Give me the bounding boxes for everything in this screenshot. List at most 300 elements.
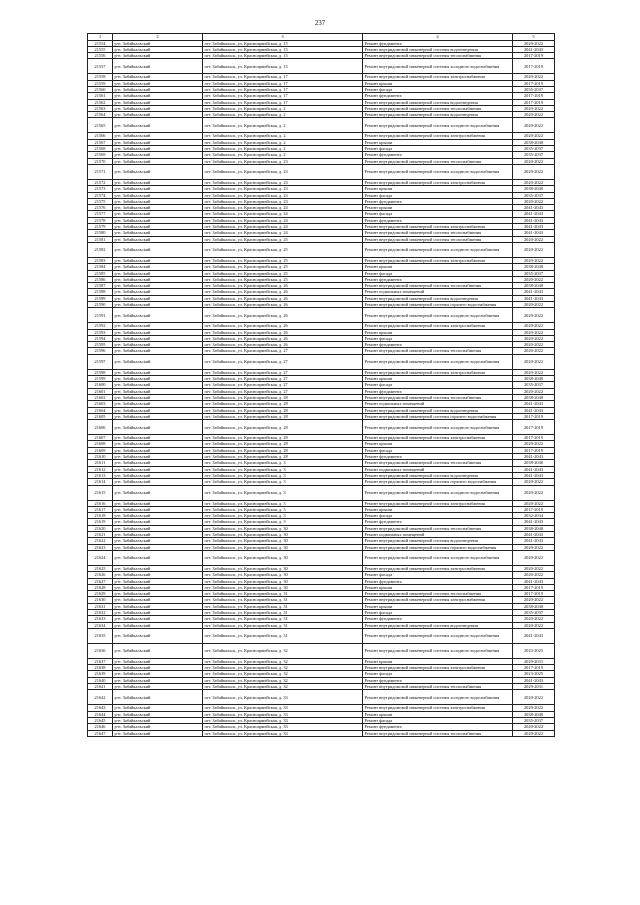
district-cell: р-н. Забайкальский [113, 264, 203, 270]
district-cell: р-н. Забайкальский [113, 179, 203, 185]
address-cell: пгт. Забайкальск, ул. Красноармейская, д. 3 [203, 506, 363, 512]
work-type-cell: Ремонт фундамента [363, 677, 513, 683]
address-cell: пгт. Забайкальск, ул. Красноармейская, д. 33 [203, 690, 363, 705]
address-cell: пгт. Забайкальск, ул. Красноармейская, д. 30 [203, 572, 363, 578]
row-number: 21556 [88, 53, 113, 59]
period-cell: 2017-2019 [513, 584, 555, 590]
period-cell: 2017-2019 [513, 665, 555, 671]
district-cell: р-н. Забайкальский [113, 217, 203, 223]
row-number: 21645 [88, 717, 113, 723]
district-cell: р-н. Забайкальский [113, 376, 203, 382]
district-cell: р-н. Забайкальский [113, 242, 203, 257]
work-type-cell: Ремонт внутридомовой инженерной системы теплоснабжения [363, 460, 513, 466]
address-cell: пгт. Забайкальск, ул. Красноармейская, д. 28 [203, 394, 363, 400]
address-cell: пгт. Забайкальск, ул. Красноармейская, д. 3 [203, 500, 363, 506]
row-number: 21635 [88, 628, 113, 643]
district-cell: р-н. Забайкальский [113, 329, 203, 335]
row-number: 21574 [88, 192, 113, 198]
address-cell: пгт. Забайкальск, ул. Красноармейская, д. 24 [203, 205, 363, 211]
row-number: 21646 [88, 724, 113, 730]
address-cell: пгт. Забайкальск, ул. Красноармейская, д. 25 [203, 276, 363, 282]
district-cell: р-н. Забайкальский [113, 454, 203, 460]
row-number: 21577 [88, 211, 113, 217]
period-cell: 2035-2037 [513, 146, 555, 152]
address-cell: пгт. Забайкальск, ул. Красноармейская, д. 15 [203, 46, 363, 52]
row-number: 21579 [88, 224, 113, 230]
work-type-cell: Ремонт внутридомовой инженерной системы холодного водоснабжения [363, 550, 513, 565]
row-number: 21557 [88, 59, 113, 74]
period-cell: 2020-2022 [513, 158, 555, 164]
row-number: 21638 [88, 665, 113, 671]
row-number: 21615 [88, 485, 113, 500]
work-type-cell: Ремонт внутридомовой инженерной системы горячего водоснабжения [363, 413, 513, 419]
work-type-cell: Ремонт внутридомовой инженерной системы горячего водоснабжения [363, 544, 513, 550]
district-cell: р-н. Забайкальский [113, 289, 203, 295]
work-type-cell: Ремонт фундамента [363, 578, 513, 584]
period-cell: 2020-2022 [513, 40, 555, 46]
work-type-cell: Ремонт внутридомовой инженерной системы электроснабжения [363, 179, 513, 185]
address-cell: пгт. Забайкальск, ул. Красноармейская, д. 32 [203, 684, 363, 690]
row-number: 21597 [88, 354, 113, 369]
row-number: 21644 [88, 711, 113, 717]
address-cell: пгт. Забайкальск, ул. Красноармейская, д. 27 [203, 376, 363, 382]
address-cell: пгт. Забайкальск, ул. Красноармейская, д. 23 [203, 164, 363, 179]
work-type-cell: Ремонт внутридомовой инженерной системы горячего водоснабжения [363, 302, 513, 308]
row-number: 21565 [88, 118, 113, 133]
work-type-cell: Ремонт внутридомовой инженерной системы теплоснабжения [363, 53, 513, 59]
work-type-cell: Ремонт внутридомовой инженерной системы теплоснабжения [363, 591, 513, 597]
column-header: 4 [363, 34, 513, 41]
district-cell: р-н. Забайкальский [113, 690, 203, 705]
work-type-cell: Ремонт внутридомовой инженерной системы электроснабжения [363, 74, 513, 80]
address-cell: пгт. Забайкальск, ул. Красноармейская, д. 26 [203, 289, 363, 295]
row-number: 21632 [88, 609, 113, 615]
table-row [88, 730, 555, 736]
period-cell: 2020-2022 [513, 705, 555, 711]
district-cell: р-н. Забайкальский [113, 152, 203, 158]
work-type-cell: Ремонт фундамента [363, 276, 513, 282]
address-cell: пгт. Забайкальск, ул. Красноармейская, д. 23 [203, 158, 363, 164]
period-cell: 2017-2019 [513, 591, 555, 597]
period-cell: 2035-2037 [513, 609, 555, 615]
period-cell: 2020-2022 [513, 622, 555, 628]
row-number: 21571 [88, 164, 113, 179]
row-number: 21619 [88, 519, 113, 525]
district-cell: р-н. Забайкальский [113, 270, 203, 276]
district-cell: р-н. Забайкальский [113, 335, 203, 341]
address-cell: пгт. Забайкальск, ул. Красноармейская, д. 27 [203, 348, 363, 354]
row-number: 21634 [88, 622, 113, 628]
period-cell: 2020-2022 [513, 550, 555, 565]
work-type-cell: Ремонт внутридомовой инженерной системы электроснабжения [363, 500, 513, 506]
work-type-cell: Ремонт внутридомовой инженерной системы теплоснабжения [363, 525, 513, 531]
address-cell: пгт. Забайкальск, ул. Красноармейская, д. 28 [203, 413, 363, 419]
work-type-cell: Ремонт подвальных помещений [363, 401, 513, 407]
period-cell: 2023-2025 [513, 671, 555, 677]
row-number: 21558 [88, 74, 113, 80]
period-cell: 2041-2043 [513, 295, 555, 301]
row-number: 21630 [88, 597, 113, 603]
column-header: 5 [513, 34, 555, 41]
row-number: 21602 [88, 394, 113, 400]
work-type-cell: Ремонт фасада [363, 609, 513, 615]
period-cell: 2017-2019 [513, 59, 555, 74]
work-type-cell: Ремонт внутридомовой инженерной системы водоотведения [363, 472, 513, 478]
district-cell: р-н. Забайкальский [113, 705, 203, 711]
period-cell: 2017-2019 [513, 435, 555, 441]
period-cell: 2020-2022 [513, 544, 555, 550]
work-type-cell: Ремонт фасада [363, 86, 513, 92]
work-type-cell: Ремонт внутридомовой инженерной системы теплоснабжения [363, 348, 513, 354]
row-number: 21620 [88, 525, 113, 531]
district-cell: р-н. Забайкальский [113, 572, 203, 578]
address-cell: пгт. Забайкальск, ул. Красноармейская, д. 26 [203, 295, 363, 301]
period-cell: 2038-2040 [513, 186, 555, 192]
row-number: 21587 [88, 283, 113, 289]
address-cell: пгт. Забайкальск, ул. Красноармейская, д. 24 [203, 230, 363, 236]
district-cell: р-н. Забайкальский [113, 211, 203, 217]
district-cell: р-н. Забайкальский [113, 441, 203, 447]
district-cell: р-н. Забайкальский [113, 369, 203, 375]
row-number: 21636 [88, 643, 113, 658]
district-cell: р-н. Забайкальский [113, 105, 203, 111]
row-number: 21626 [88, 572, 113, 578]
work-type-cell: Ремонт фундамента [363, 93, 513, 99]
period-cell: 2041-2043 [513, 578, 555, 584]
work-type-cell: Ремонт внутридомовой инженерной системы холодного водоснабжения [363, 164, 513, 179]
period-cell: 2041-2043 [513, 230, 555, 236]
work-type-cell: Ремонт внутридомовой инженерной системы холодного водоснабжения [363, 242, 513, 257]
row-number: 21585 [88, 270, 113, 276]
row-number: 21641 [88, 684, 113, 690]
district-cell: р-н. Забайкальский [113, 506, 203, 512]
table-row [88, 420, 555, 435]
period-cell: 2041-2043 [513, 519, 555, 525]
district-cell: р-н. Забайкальский [113, 133, 203, 139]
work-type-cell: Ремонт фасада [363, 572, 513, 578]
row-number: 21593 [88, 329, 113, 335]
row-number: 21637 [88, 658, 113, 664]
period-cell: 2020-2022 [513, 479, 555, 485]
district-cell: р-н. Забайкальский [113, 684, 203, 690]
period-cell: 2020-2022 [513, 198, 555, 204]
work-type-cell: Ремонт внутридомовой инженерной системы водоотведения [363, 538, 513, 544]
district-cell: р-н. Забайкальский [113, 74, 203, 80]
period-cell: 2020-2022 [513, 133, 555, 139]
address-cell: пгт. Забайкальск, ул. Красноармейская, д. 31 [203, 591, 363, 597]
work-type-cell: Ремонт внутридомовой инженерной системы водоотведения [363, 407, 513, 413]
period-cell: 2020-2022 [513, 112, 555, 118]
work-type-cell: Ремонт подвальных помещений [363, 532, 513, 538]
work-type-cell: Ремонт внутридомовой инженерной системы теплоснабжения [363, 684, 513, 690]
address-cell: пгт. Забайкальск, ул. Красноармейская, д. 15 [203, 53, 363, 59]
work-type-cell: Ремонт подвальных помещений [363, 466, 513, 472]
row-number: 21622 [88, 538, 113, 544]
work-type-cell: Ремонт крыши [363, 603, 513, 609]
district-cell: р-н. Забайкальский [113, 591, 203, 597]
table-row [88, 59, 555, 74]
period-cell: 2017-2019 [513, 93, 555, 99]
address-cell: пгт. Забайкальск, ул. Красноармейская, д. 24 [203, 211, 363, 217]
work-type-cell: Ремонт крыши [363, 264, 513, 270]
address-cell: пгт. Забайкальск, ул. Красноармейская, д. 26 [203, 308, 363, 323]
row-number: 21629 [88, 591, 113, 597]
work-type-cell: Ремонт внутридомовой инженерной системы холодного водоснабжения [363, 628, 513, 643]
period-cell: 2038-2040 [513, 283, 555, 289]
district-cell: р-н. Забайкальский [113, 466, 203, 472]
row-number: 21566 [88, 133, 113, 139]
work-type-cell: Ремонт фасада [363, 717, 513, 723]
district-cell: р-н. Забайкальский [113, 643, 203, 658]
address-cell: пгт. Забайкальск, ул. Красноармейская, д. 32 [203, 665, 363, 671]
period-cell: 2041-2043 [513, 472, 555, 478]
district-cell: р-н. Забайкальский [113, 544, 203, 550]
period-cell: 2017-2019 [513, 420, 555, 435]
row-number: 21599 [88, 376, 113, 382]
period-cell: 2017-2019 [513, 80, 555, 86]
period-cell: 2023-2025 [513, 643, 555, 658]
work-type-cell: Ремонт фасада [363, 382, 513, 388]
work-type-cell: Ремонт крыши [363, 80, 513, 86]
period-cell: 2020-2022 [513, 329, 555, 335]
period-cell: 2020-2022 [513, 342, 555, 348]
district-cell: р-н. Забайкальский [113, 323, 203, 329]
row-number: 21643 [88, 705, 113, 711]
row-number: 21589 [88, 295, 113, 301]
district-cell: р-н. Забайкальский [113, 276, 203, 282]
district-cell: р-н. Забайкальский [113, 616, 203, 622]
work-type-cell: Ремонт внутридомовой инженерной системы электроснабжения [363, 224, 513, 230]
address-cell: пгт. Забайкальск, ул. Красноармейская, д. 28 [203, 435, 363, 441]
column-header: 3 [203, 34, 363, 41]
district-cell: р-н. Забайкальский [113, 46, 203, 52]
row-number: 21584 [88, 264, 113, 270]
work-type-cell: Ремонт внутридомовой инженерной системы электроснабжения [363, 597, 513, 603]
period-cell: 2020-2022 [513, 485, 555, 500]
district-cell: р-н. Забайкальский [113, 198, 203, 204]
row-number: 21628 [88, 584, 113, 590]
district-cell: р-н. Забайкальский [113, 158, 203, 164]
work-type-cell: Ремонт внутридомовой инженерной системы теплоснабжения [363, 105, 513, 111]
period-cell: 2041-2043 [513, 677, 555, 683]
address-cell: пгт. Забайкальск, ул. Красноармейская, д. 30 [203, 584, 363, 590]
address-cell: пгт. Забайкальск, ул. Красноармейская, д. 3 [203, 513, 363, 519]
address-cell: пгт. Забайкальск, ул. Красноармейская, д. 30 [203, 544, 363, 550]
district-cell: р-н. Забайкальский [113, 295, 203, 301]
district-cell: р-н. Забайкальский [113, 413, 203, 419]
work-type-cell: Ремонт внутридомовой инженерной системы водоотведения [363, 46, 513, 52]
work-type-cell: Ремонт внутридомовой инженерной системы холодного водоснабжения [363, 59, 513, 74]
district-cell: р-н. Забайкальский [113, 525, 203, 531]
address-cell: пгт. Забайкальск, ул. Красноармейская, д. 27 [203, 354, 363, 369]
work-type-cell: Ремонт внутридомовой инженерной системы холодного водоснабжения [363, 420, 513, 435]
row-number: 21563 [88, 105, 113, 111]
address-cell: пгт. Забайкальск, ул. Красноармейская, д. 15 [203, 59, 363, 74]
district-cell: р-н. Забайкальский [113, 80, 203, 86]
row-number: 21639 [88, 671, 113, 677]
work-type-cell: Ремонт крыши [363, 441, 513, 447]
table-row [88, 643, 555, 658]
district-cell: р-н. Забайкальский [113, 224, 203, 230]
address-cell: пгт. Забайкальск, ул. Красноармейская, д. 25 [203, 270, 363, 276]
period-cell: 2017-2019 [513, 506, 555, 512]
period-cell: 2035-2037 [513, 152, 555, 158]
row-number: 21570 [88, 158, 113, 164]
work-type-cell: Ремонт внутридомовой инженерной системы электроснабжения [363, 369, 513, 375]
period-cell: 2041-2043 [513, 205, 555, 211]
work-type-cell: Ремонт фундамента [363, 198, 513, 204]
address-cell: пгт. Забайкальск, ул. Красноармейская, д. 31 [203, 622, 363, 628]
table-row [88, 550, 555, 565]
period-cell: 2035-2037 [513, 270, 555, 276]
row-number: 21567 [88, 139, 113, 145]
address-cell: пгт. Забайкальск, ул. Красноармейская, д. 26 [203, 329, 363, 335]
district-cell: р-н. Забайкальский [113, 671, 203, 677]
district-cell: р-н. Забайкальский [113, 59, 203, 74]
work-type-cell: Ремонт внутридомовой инженерной системы холодного водоснабжения [363, 308, 513, 323]
address-cell: пгт. Забайкальск, ул. Красноармейская, д. 2 [203, 118, 363, 133]
period-cell: 2038-2040 [513, 376, 555, 382]
work-type-cell: Ремонт внутридомовой инженерной системы водоотведения [363, 295, 513, 301]
district-cell: р-н. Забайкальский [113, 513, 203, 519]
period-cell: 2038-2040 [513, 139, 555, 145]
work-type-cell: Ремонт внутридомовой инженерной системы электроснабжения [363, 257, 513, 263]
work-type-cell: Ремонт крыши [363, 205, 513, 211]
address-cell: пгт. Забайкальск, ул. Красноармейская, д. 25 [203, 257, 363, 263]
address-cell: пгт. Забайкальск, ул. Красноармейская, д. 30 [203, 565, 363, 571]
district-cell: р-н. Забайкальский [113, 730, 203, 736]
period-cell: 2020-2022 [513, 565, 555, 571]
address-cell: пгт. Забайкальск, ул. Красноармейская, д. 23 [203, 186, 363, 192]
district-cell: р-н. Забайкальский [113, 164, 203, 179]
row-number: 21609 [88, 447, 113, 453]
column-header: 1 [88, 34, 113, 41]
work-type-cell: Ремонт внутридомовой инженерной системы электроснабжения [363, 705, 513, 711]
period-cell: 2038-2040 [513, 264, 555, 270]
period-cell: 2017-2019 [513, 99, 555, 105]
district-cell: р-н. Забайкальский [113, 236, 203, 242]
row-number: 21592 [88, 323, 113, 329]
period-cell: 2041-2043 [513, 628, 555, 643]
district-cell: р-н. Забайкальский [113, 99, 203, 105]
period-cell: 2041-2043 [513, 407, 555, 413]
period-cell: 2035-2037 [513, 717, 555, 723]
work-type-cell: Ремонт фундамента [363, 342, 513, 348]
district-cell: р-н. Забайкальский [113, 348, 203, 354]
period-cell: 2038-2040 [513, 603, 555, 609]
district-cell: р-н. Забайкальский [113, 40, 203, 46]
district-cell: р-н. Забайкальский [113, 382, 203, 388]
address-cell: пгт. Забайкальск, ул. Красноармейская, д. 31 [203, 597, 363, 603]
address-cell: пгт. Забайкальск, ул. Красноармейская, д. 31 [203, 628, 363, 643]
row-number: 21554 [88, 40, 113, 46]
period-cell: 2020-2022 [513, 730, 555, 736]
period-cell: 2041-2043 [513, 538, 555, 544]
district-cell: р-н. Забайкальский [113, 479, 203, 485]
period-cell: 2020-2022 [513, 179, 555, 185]
period-cell: 2020-2022 [513, 572, 555, 578]
district-cell: р-н. Забайкальский [113, 354, 203, 369]
period-cell: 2041-2043 [513, 454, 555, 460]
period-cell: 2020-2022 [513, 302, 555, 308]
work-type-cell: Ремонт фасада [363, 671, 513, 677]
district-cell: р-н. Забайкальский [113, 500, 203, 506]
district-cell: р-н. Забайкальский [113, 538, 203, 544]
period-cell: 2020-2022 [513, 323, 555, 329]
address-cell: пгт. Забайкальск, ул. Красноармейская, д. 24 [203, 217, 363, 223]
row-number: 21614 [88, 479, 113, 485]
district-cell: р-н. Забайкальский [113, 603, 203, 609]
work-type-cell: Ремонт крыши [363, 584, 513, 590]
address-cell: пгт. Забайкальск, ул. Красноармейская, д. 33 [203, 711, 363, 717]
address-cell: пгт. Забайкальск, ул. Красноармейская, д. 28 [203, 420, 363, 435]
address-cell: пгт. Забайкальск, ул. Красноармейская, д. 17 [203, 80, 363, 86]
row-number: 21559 [88, 80, 113, 86]
address-cell: пгт. Забайкальск, ул. Красноармейская, д. 30 [203, 538, 363, 544]
row-number: 21590 [88, 302, 113, 308]
work-type-cell: Ремонт внутридомовой инженерной системы электроснабжения [363, 435, 513, 441]
work-type-cell: Ремонт внутридомовой инженерной системы горячего водоснабжения [363, 479, 513, 485]
address-cell: пгт. Забайкальск, ул. Красноармейская, д. 23 [203, 192, 363, 198]
row-number: 21612 [88, 466, 113, 472]
district-cell: р-н. Забайкальский [113, 308, 203, 323]
address-cell: пгт. Забайкальск, ул. Красноармейская, д. 17 [203, 74, 363, 80]
row-number: 21591 [88, 308, 113, 323]
period-cell: 2035-2037 [513, 192, 555, 198]
row-number: 21578 [88, 217, 113, 223]
address-cell: пгт. Забайкальск, ул. Красноармейская, д. 17 [203, 93, 363, 99]
address-cell: пгт. Забайкальск, ул. Красноармейская, д. 33 [203, 705, 363, 711]
work-type-cell: Ремонт внутридомовой инженерной системы водоотведения [363, 112, 513, 118]
address-cell: пгт. Забайкальск, ул. Красноармейская, д. 2 [203, 139, 363, 145]
district-cell: р-н. Забайкальский [113, 388, 203, 394]
district-cell: р-н. Забайкальский [113, 658, 203, 664]
work-type-cell: Ремонт внутридомовой инженерной системы холодного водоснабжения [363, 643, 513, 658]
period-cell: 2029-2031 [513, 658, 555, 664]
row-number: 21595 [88, 342, 113, 348]
row-number: 21564 [88, 112, 113, 118]
row-number: 21618 [88, 513, 113, 519]
row-number: 21617 [88, 506, 113, 512]
table-row [88, 118, 555, 133]
district-cell: р-н. Забайкальский [113, 139, 203, 145]
district-cell: р-н. Забайкальский [113, 401, 203, 407]
work-type-cell: Ремонт крыши [363, 329, 513, 335]
period-cell: 2020-2022 [513, 354, 555, 369]
address-cell: пгт. Забайкальск, ул. Красноармейская, д. 2 [203, 146, 363, 152]
address-cell: пгт. Забайкальск, ул. Красноармейская, д. 3 [203, 466, 363, 472]
row-number: 21623 [88, 544, 113, 550]
work-type-cell: Ремонт подвальных помещений [363, 289, 513, 295]
district-cell: р-н. Забайкальский [113, 472, 203, 478]
row-number: 21613 [88, 472, 113, 478]
work-type-cell: Ремонт фасада [363, 335, 513, 341]
work-type-cell: Ремонт внутридомовой инженерной системы теплоснабжения [363, 283, 513, 289]
row-number: 21598 [88, 369, 113, 375]
work-type-cell: Ремонт крыши [363, 186, 513, 192]
district-cell: р-н. Забайкальский [113, 186, 203, 192]
work-type-cell: Ремонт внутридомовой инженерной системы теплоснабжения [363, 230, 513, 236]
period-cell: 2020-2022 [513, 616, 555, 622]
row-number: 21603 [88, 401, 113, 407]
address-cell: пгт. Забайкальск, ул. Красноармейская, д. 25 [203, 236, 363, 242]
district-cell: р-н. Забайкальский [113, 519, 203, 525]
district-cell: р-н. Забайкальский [113, 711, 203, 717]
address-cell: пгт. Забайкальск, ул. Красноармейская, д. 26 [203, 342, 363, 348]
address-cell: пгт. Забайкальск, ул. Красноармейская, д. 27 [203, 369, 363, 375]
address-cell: пгт. Забайкальск, ул. Красноармейская, д. 3 [203, 519, 363, 525]
period-cell: 2020-2022 [513, 335, 555, 341]
